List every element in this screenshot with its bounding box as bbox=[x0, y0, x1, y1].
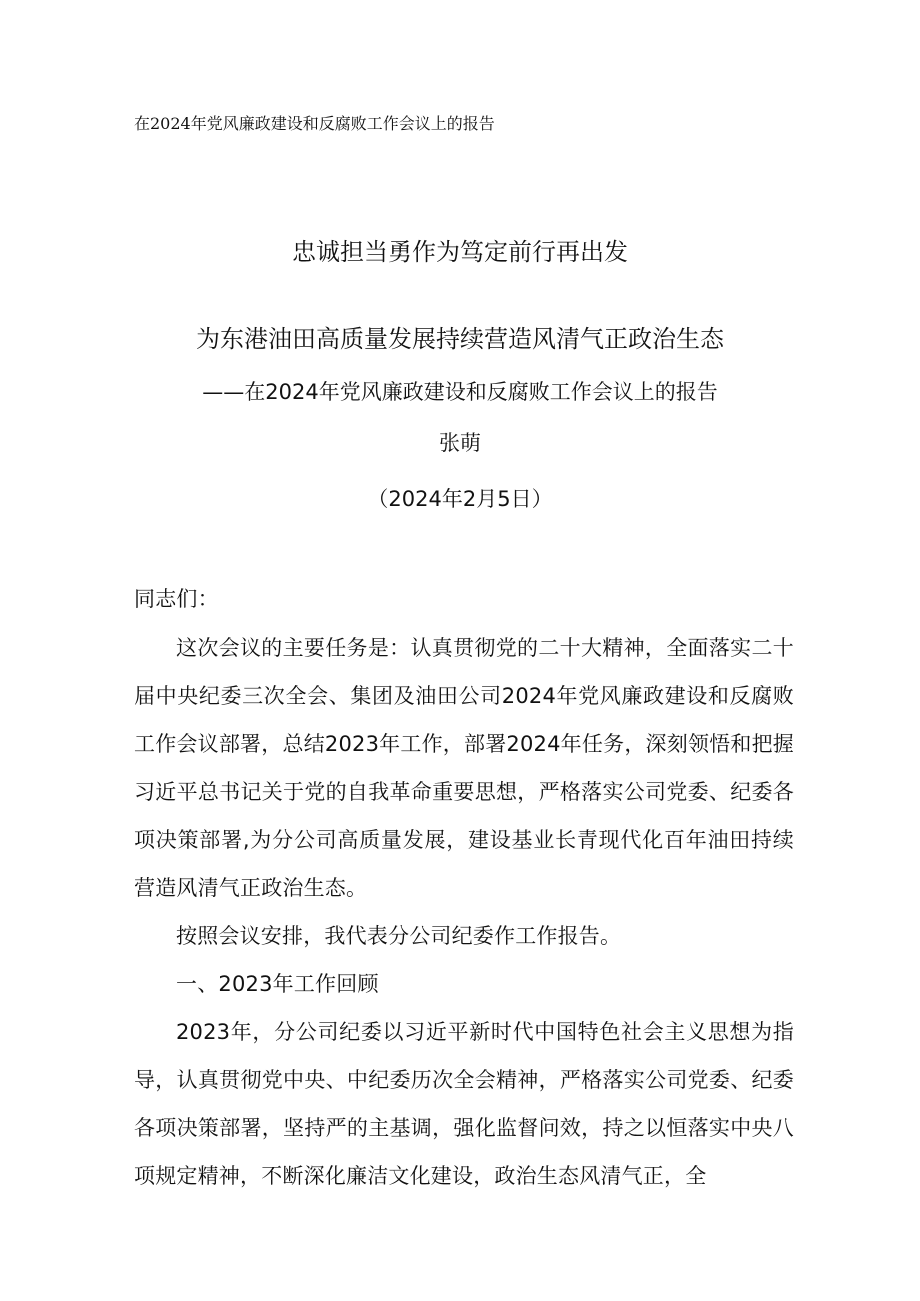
running-header: 在2024年党风廉政建设和反腐败工作会议上的报告 bbox=[134, 114, 495, 133]
title-line-2: 为东港油田高质量发展持续营造风清气正政治生态 bbox=[196, 325, 724, 353]
paragraph-2: 按照会议安排，我代表分公司纪委作工作报告。 bbox=[176, 924, 622, 948]
subtitle: ——在2024年党风廉政建设和反腐败工作会议上的报告 bbox=[202, 380, 718, 404]
salutation: 同志们： bbox=[134, 587, 219, 611]
title-line-1: 忠诚担当勇作为笃定前行再出发 bbox=[292, 238, 628, 266]
author-name: 张萌 bbox=[439, 431, 481, 455]
report-date: （2024年2月5日） bbox=[367, 487, 553, 511]
section-heading-1: 一、2023年工作回顾 bbox=[176, 972, 379, 996]
paragraph-1: 这次会议的主要任务是：认真贯彻党的二十大精神，全面落实二十届中央纪委三次全会、集团及油田公司2024年党风廉政建设和反腐败工作会议部署，总结2023年工作，部署2024年任务，深刻领悟和把握习近平总书记关于党的自我革命重要思想，严格落实公司党委、纪委各项决策部署,为分公司高质量发展，建设基业长青现代化百年油田持续营造风清气正政治生态。 bbox=[134, 636, 794, 900]
paragraph-3: 2023年，分公司纪委以习近平新时代中国特色社会主义思想为指导，认真贯彻党中央、中纪委历次全会精神，严格落实公司党委、纪委各项决策部署，坚持严的主基调，强化监督问效，持之以恒落实中央八项规定精神，不断深化廉洁文化建设，政治生态风清气正，全 bbox=[134, 1020, 794, 1188]
